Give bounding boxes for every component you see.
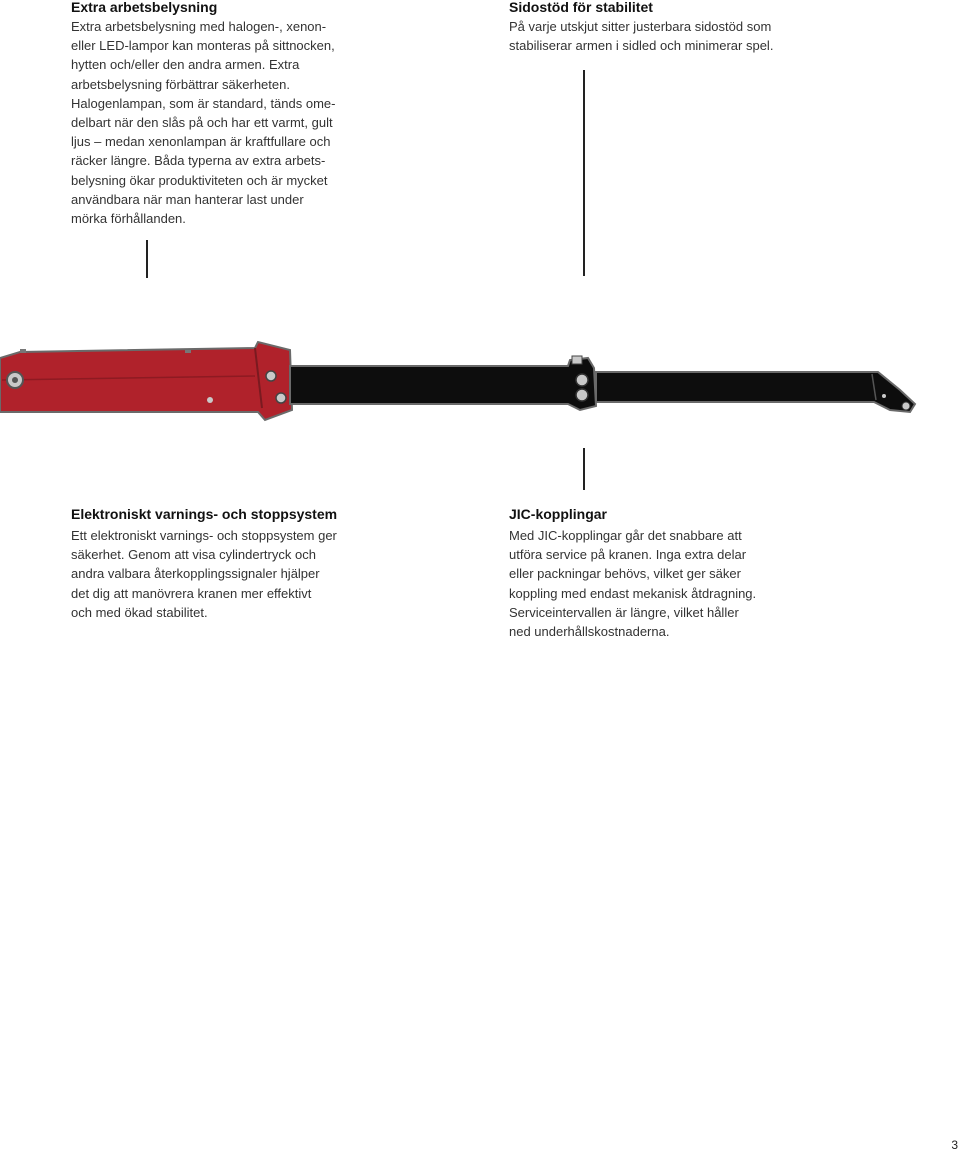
- section-heading: JIC-kopplingar: [509, 506, 608, 522]
- leader-line: [583, 448, 585, 490]
- section-body: Extra arbetsbelysning med halogen-, xenon- eller LED-lampor kan monteras på sittnocken, hytten och/eller den andra armen. Extra arbetsbelysning förbättrar säkerheten. Halogenlampan, som är standard, tänds ome- delbart när den slås på och har ett varmt, gult ljus – medan xenonlampan är kraftfullare och räcker längre. Båda typerna av extra arbets- belysning ökar produktiviteten och är mycket användbara när man hanterar last under mörka förhållanden.: [71, 19, 336, 227]
- section-work-lights: [71, 0, 371, 228]
- section-body: Med JIC-kopplingar går det snabbare att utföra service på kranen. Inga extra delar eller packningar behövs, vilket ger säker koppling med endast mekanisk åtdragning. Serviceintervallen är längre, vilket håller ned underhållskostnaderna.: [509, 528, 757, 640]
- section-heading: Elektroniskt varnings- och stoppsystem: [71, 506, 338, 522]
- section-warning-system: [71, 505, 401, 622]
- section-jic: [509, 505, 839, 641]
- section-side-support: [509, 0, 839, 55]
- leader-line: [146, 240, 148, 278]
- leader-line: [583, 70, 585, 276]
- section-body: Ett elektroniskt varnings- och stoppsystem ger säkerhet. Genom att visa cylindertryck och andra valbara återkopplingssignaler hjälper det dig att manövrera kranen mer effektivt och med ökad stabilitet.: [71, 528, 337, 620]
- section-body: På varje utskjut sitter justerbara sidostöd som stabiliserar armen i sidled och minimerar spel.: [509, 19, 774, 54]
- crane-boom-illustration: [0, 320, 960, 440]
- section-heading: Extra arbetsbelysning: [71, 0, 218, 15]
- page-number: 3: [951, 1138, 958, 1152]
- section-heading: Sidostöd för stabilitet: [509, 0, 653, 15]
